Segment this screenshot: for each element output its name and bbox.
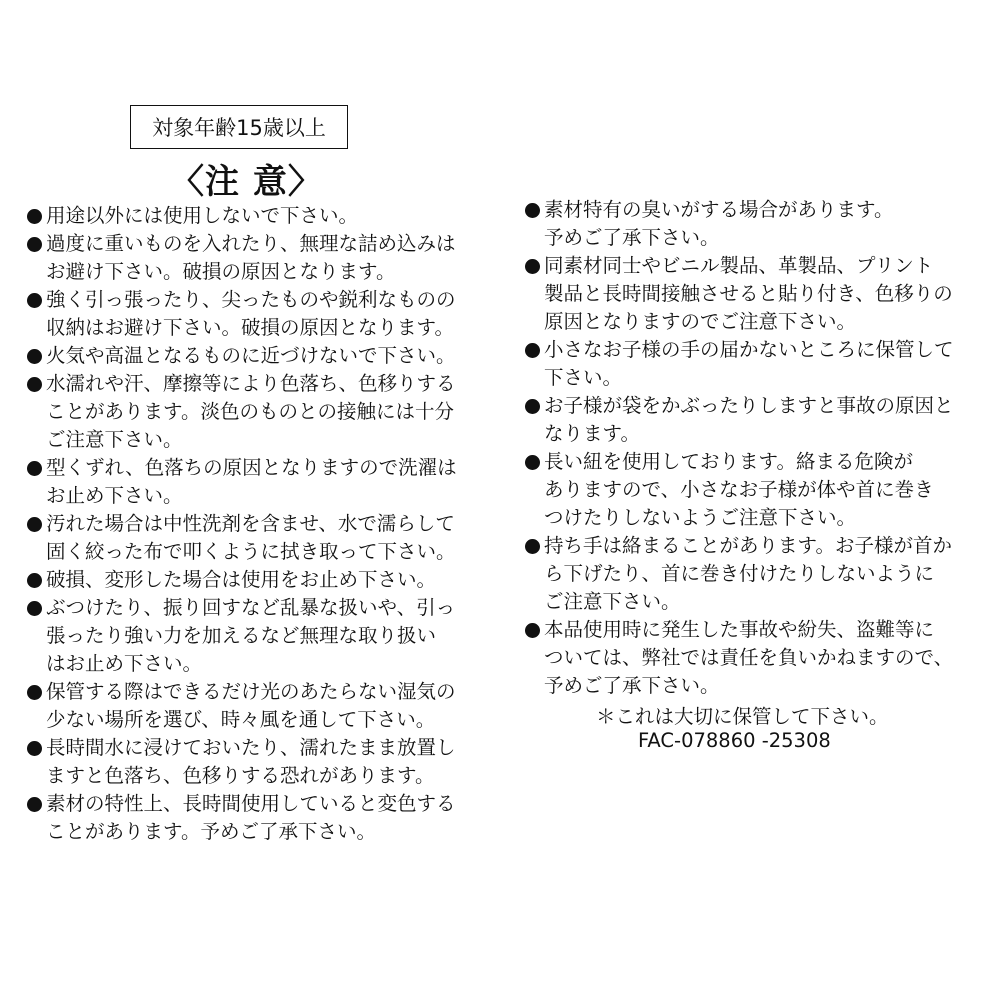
- caution-item-line: 製品と長時間接触させると貼り付き、色移りの: [544, 282, 953, 305]
- caution-item-line: 保管する際はできるだけ光のあたらない湿気の: [46, 680, 456, 703]
- age-label-box: [130, 105, 348, 149]
- caution-item-text: [46, 202, 484, 230]
- caution-item: [24, 286, 484, 342]
- caution-item: [24, 342, 484, 370]
- caution-item: [24, 454, 484, 510]
- caution-item-text: [544, 532, 982, 616]
- bullet-icon: [522, 448, 544, 476]
- caution-item-text: [544, 448, 982, 532]
- caution-item-line: 長い紐を使用しております。絡まる危険が: [544, 450, 913, 473]
- caution-item-line: お子様が袋をかぶったりしますと事故の原因と: [544, 394, 954, 417]
- caution-item-line: 素材特有の臭いがする場合があります。: [544, 198, 894, 221]
- caution-item-line: 本品使用時に発生した事故や紛失、盗難等に: [544, 618, 935, 641]
- caution-item: [522, 336, 982, 392]
- caution-item-line: つけたりしないようご注意下さい。: [544, 506, 857, 529]
- caution-item: [522, 196, 982, 252]
- caution-item: [24, 566, 484, 594]
- caution-item-line: ますと色落ち、色移りする恐れがあります。: [46, 764, 435, 787]
- caution-item-line: ぶつけたり、振り回すなど乱暴な扱いや、引っ: [46, 596, 456, 619]
- caution-item-line: 固く絞った布で叩くように拭き取って下さい。: [46, 540, 456, 563]
- bullet-icon: [522, 616, 544, 644]
- bullet-icon: [522, 392, 544, 420]
- caution-item-text: [544, 392, 982, 448]
- caution-list-right: [522, 196, 982, 700]
- bullet-icon: [522, 252, 544, 280]
- caution-item-text: [544, 252, 982, 336]
- caution-item: [522, 616, 982, 700]
- caution-item-text: [46, 566, 484, 594]
- caution-item-text: [46, 370, 484, 454]
- caution-item-text: [544, 196, 982, 252]
- caution-item-line: お避け下さい。破損の原因となります。: [46, 260, 396, 283]
- bullet-icon: [24, 342, 46, 370]
- bullet-icon: [24, 566, 46, 594]
- caution-item-line: 同素材同士やビニル製品、革製品、プリント: [544, 254, 934, 277]
- caution-item: [24, 510, 484, 566]
- caution-item-line: 原因となりますのでご注意下さい。: [544, 310, 857, 333]
- caution-item-line: 小さなお子様の手の届かないところに保管して: [544, 338, 954, 361]
- caution-item-text: [46, 510, 484, 566]
- caution-item-line: 汚れた場合は中性洗剤を含ませ、水で濡らして: [46, 512, 455, 535]
- caution-item-line: ご注意下さい。: [544, 590, 681, 613]
- caution-item-line: ことがあります。予めご了承下さい。: [46, 820, 376, 843]
- caution-item-line: ついては、弊社では責任を負いかねますので、: [544, 646, 954, 669]
- caution-item-line: お止め下さい。: [46, 484, 183, 507]
- bullet-icon: [24, 230, 46, 258]
- caution-item: [24, 594, 484, 678]
- caution-item-line: 型くずれ、色落ちの原因となりますので洗濯は: [46, 456, 457, 479]
- caution-item-text: [46, 454, 484, 510]
- caution-item-line: 素材の特性上、長時間使用していると変色する: [46, 792, 456, 815]
- caution-item: [24, 790, 484, 846]
- age-label: 対象年齢15歳以上: [152, 116, 326, 140]
- caution-item-line: ら下げたり、首に巻き付けたりしないように: [544, 562, 935, 585]
- bullet-icon: [24, 678, 46, 706]
- bullet-icon: [522, 336, 544, 364]
- caution-item-line: ことがあります。淡色のものとの接触には十分: [46, 400, 454, 423]
- bullet-icon: [24, 734, 46, 762]
- bullet-icon: [24, 454, 46, 482]
- caution-heading: 〈注 意〉: [170, 162, 323, 202]
- caution-item: [24, 370, 484, 454]
- caution-item-text: [46, 678, 484, 734]
- bullet-icon: [522, 196, 544, 224]
- caution-item-line: 水濡れや汗、摩擦等により色落ち、色移りする: [46, 372, 456, 395]
- caution-item: [24, 678, 484, 734]
- caution-item-line: 予めご了承下さい。: [544, 674, 720, 697]
- caution-item: [522, 448, 982, 532]
- bullet-icon: [522, 532, 544, 560]
- caution-item-line: 火気や高温となるものに近づけないで下さい。: [46, 344, 456, 367]
- caution-item-line: 持ち手は絡まることがあります。お子様が首か: [544, 534, 952, 557]
- caution-list-left: [24, 202, 484, 846]
- storage-note: ＊これは大切に保管して下さい。: [596, 705, 889, 728]
- caution-item: [522, 392, 982, 448]
- caution-item-line: 長時間水に浸けておいたり、濡れたまま放置し: [46, 736, 456, 759]
- caution-item: [24, 202, 484, 230]
- caution-item-text: [544, 336, 982, 392]
- caution-item-line: はお止め下さい。: [46, 652, 203, 675]
- caution-item-line: 少ない場所を選び、時々風を通して下さい。: [46, 708, 436, 731]
- caution-item-line: ご注意下さい。: [46, 428, 183, 451]
- caution-item: [522, 532, 982, 616]
- caution-item-line: 強く引っ張ったり、尖ったものや鋭利なものの: [46, 288, 456, 311]
- bullet-icon: [24, 790, 46, 818]
- caution-item-line: 張ったり強い力を加えるなど無理な取り扱い: [46, 624, 437, 647]
- caution-item-line: 下さい。: [544, 366, 623, 389]
- caution-item-text: [46, 230, 484, 286]
- product-code: FAC-078860 -25308: [638, 729, 831, 752]
- bullet-icon: [24, 510, 46, 538]
- caution-item: [24, 734, 484, 790]
- bullet-icon: [24, 594, 46, 622]
- bullet-icon: [24, 286, 46, 314]
- caution-item-text: [544, 616, 982, 700]
- caution-item-text: [46, 286, 484, 342]
- caution-item-text: [46, 734, 484, 790]
- caution-item-line: ありますので、小さなお子様が体や首に巻き: [544, 478, 934, 501]
- caution-item-text: [46, 790, 484, 846]
- caution-item: [522, 252, 982, 336]
- caution-item-line: 破損、変形した場合は使用をお止め下さい。: [46, 568, 437, 591]
- caution-item-line: 用途以外には使用しないで下さい。: [46, 204, 359, 227]
- bullet-icon: [24, 202, 46, 230]
- caution-item-line: 収納はお避け下さい。破損の原因となります。: [46, 316, 454, 339]
- caution-item-text: [46, 594, 484, 678]
- caution-item-line: 予めご了承下さい。: [544, 226, 720, 249]
- caution-item-text: [46, 342, 484, 370]
- caution-item: [24, 230, 484, 286]
- caution-item-line: なります。: [544, 422, 640, 445]
- caution-item-line: 過度に重いものを入れたり、無理な詰め込みは: [46, 232, 456, 255]
- bullet-icon: [24, 370, 46, 398]
